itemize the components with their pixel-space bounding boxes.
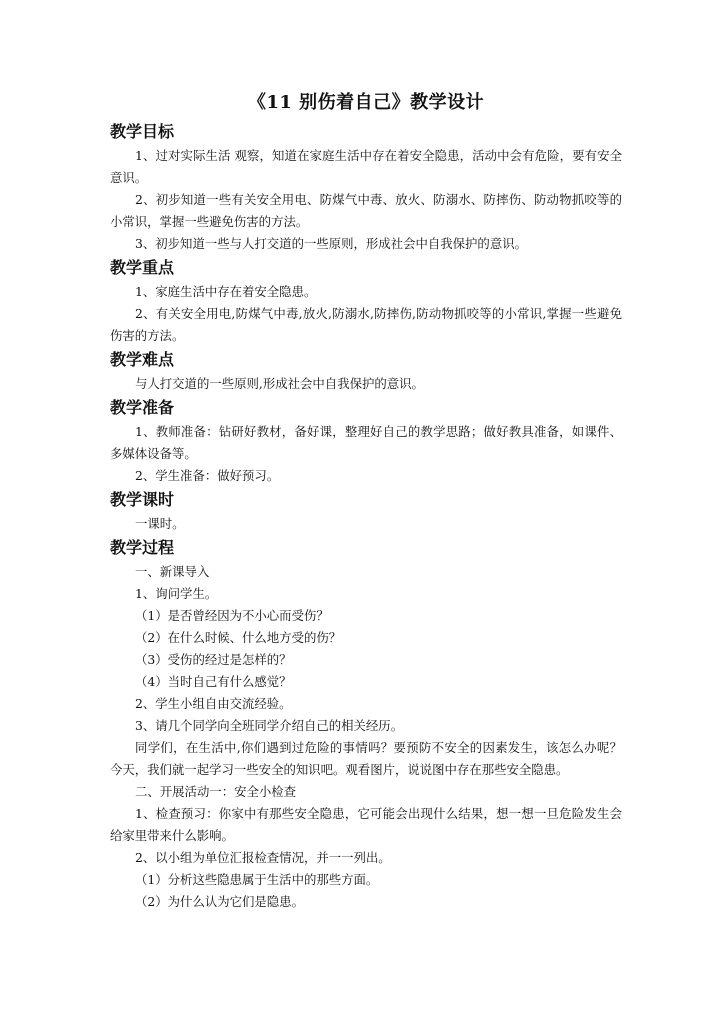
section-paragraph: （3）受伤的经过是怎样的？ <box>135 652 292 667</box>
section-paragraph: 同学们，在生活中,你们遇到过危险的事情吗？要预防不安全的因素发生，该怎么办呢？今天，我们就一起学习一些安全的知识吧。观看图片，说说图中存在那些安全隐患。 <box>110 740 622 777</box>
section-paragraph: 1、教师准备：钻研好教材，备好课，整理好自己的教学思路；做好教具准备，如课件、多媒体设备等。 <box>110 424 622 461</box>
section-paragraph: 1、过对实际生活 观察，知道在家庭生活中存在着安全隐患，活动中会有危险，要有安全意识。 <box>110 148 622 185</box>
section-paragraph: 一课时。 <box>135 516 185 531</box>
section-paragraph: （1）是否曾经因为不小心而受伤？ <box>135 608 329 623</box>
document-title: 《11 别伤着自己》教学设计 <box>247 92 485 113</box>
section-paragraph: 2、以小组为单位汇报检查情况，并一一列出。 <box>135 850 391 865</box>
section-paragraph: 1、询问学生。 <box>135 586 218 601</box>
section-paragraph: （2）为什么认为它们是隐患。 <box>135 894 304 909</box>
section-paragraph: 3、请几个同学向全班同学介绍自己的相关经历。 <box>135 718 404 733</box>
section-paragraph: 2、学生小组自由交流经验。 <box>135 696 292 711</box>
section-heading: 教学重点 <box>110 258 175 277</box>
section-paragraph: 与人打交道的一些原则,形成社会中自我保护的意识。 <box>135 376 424 391</box>
document-page <box>110 88 622 913</box>
section-paragraph: 3、初步知道一些与人打交道的一些原则，形成社会中自我保护的意识。 <box>135 236 527 251</box>
section-heading: 教学课时 <box>110 490 175 509</box>
section-paragraph: 1、检查预习：你家中有那些安全隐患，它可能会出现什么结果，想一想一旦危险发生会给家里带来什么影响。 <box>110 806 622 843</box>
section-paragraph: 1、家庭生活中存在着安全隐患。 <box>135 284 317 299</box>
section-paragraph: 二、开展活动一：安全小检查 <box>135 784 297 799</box>
section-heading: 教学难点 <box>110 350 175 369</box>
document-body <box>110 119 622 913</box>
section-heading: 教学准备 <box>110 398 175 417</box>
section-heading: 教学目标 <box>110 122 175 141</box>
section-paragraph: 2、学生准备：做好预习。 <box>135 468 280 483</box>
section-paragraph: （1）分析这些隐患属于生活中的那些方面。 <box>135 872 379 887</box>
section-heading: 教学过程 <box>110 538 175 557</box>
section-paragraph: （4）当时自己有什么感觉？ <box>135 674 292 689</box>
section-paragraph: 2、有关安全用电,防煤气中毒,放火,防溺水,防摔伤,防动物抓咬等的小常识,掌握一些避免伤害的方法。 <box>110 306 622 343</box>
section-paragraph: 一、新课导入 <box>135 564 210 579</box>
section-paragraph: 2、初步知道一些有关安全用电、防煤气中毒、放火、防溺水、防摔伤、防动物抓咬等的小常识，掌握一些避免伤害的方法。 <box>110 192 622 229</box>
section-paragraph: （2）在什么时候、什么地方受的伤？ <box>135 630 342 645</box>
